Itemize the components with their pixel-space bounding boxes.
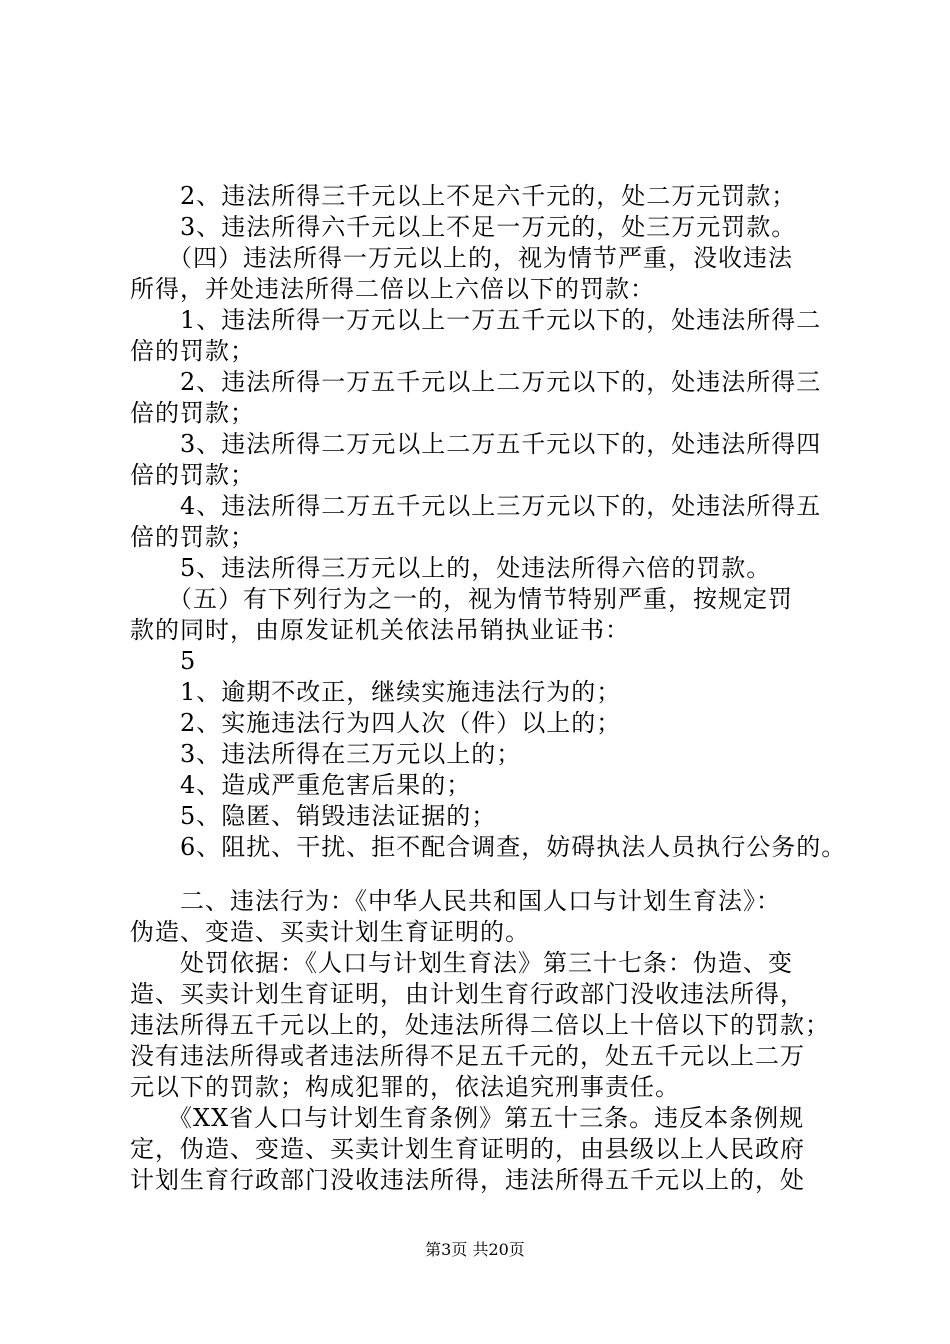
text-line: 2、实施违法行为四人次（件）以上的； [130,709,622,737]
text-line: 2、违法所得三千元以上不足六千元的，处二万元罚款； [130,182,797,210]
text-line: 6、阻扰、干扰、拒不配合调查，妨碍执法人员执行公务的。 [130,833,847,861]
text-line: 二、违法行为：《中华人民共和国人口与计划生育法》： [130,887,781,915]
text-line: 1、逾期不改正，继续实施违法行为的； [130,678,622,706]
text-line: 元以下的罚款；构成犯罪的，依法追究刑事责任。 [130,1073,680,1101]
text-line: 4、违法所得二万五千元以上三万元以下的，处违法所得五 [130,492,822,520]
text-line: 倍的罚款； [130,461,255,489]
text-line: 1、违法所得一万元以上一万五千元以下的，处违法所得二 [130,306,822,334]
text-line: 3、违法所得六千元以上不足一万元的，处三万元罚款。 [130,213,797,241]
text-line: 造、买卖计划生育证明，由计划生育行政部门没收违法所得， [130,980,805,1008]
text-line: 5、隐匿、销毁违法证据的； [130,802,497,830]
text-line: 处罚依据：《人口与计划生育法》第三十七条：伪造、变 [130,949,793,977]
text-line: 伪造、变造、买卖计划生育证明的。 [130,918,530,946]
text-line: （四）违法所得一万元以上的，视为情节严重，没收违法 [130,244,793,272]
text-line: 4、造成严重危害后果的； [130,771,472,799]
text-line: 5 [130,647,197,675]
text-line: 倍的罚款； [130,399,255,427]
text-line: 2、违法所得一万五千元以上二万元以下的，处违法所得三 [130,368,822,396]
text-line: 3、违法所得二万元以上二万五千元以下的，处违法所得四 [130,430,822,458]
text-line: 5、违法所得三万元以上的，处违法所得六倍的罚款。 [130,554,772,582]
text-line: （五）有下列行为之一的，视为情节特别严重，按规定罚 [130,585,793,613]
text-line: 定，伪造、变造、买卖计划生育证明的，由县级以上人民政府 [130,1135,805,1163]
text-line: 倍的罚款； [130,337,255,365]
text-line: 所得，并处违法所得二倍以上六倍以下的罚款： [130,275,655,303]
text-line: 倍的罚款； [130,523,255,551]
text-line: 违法所得五千元以上的，处违法所得二倍以上十倍以下的罚款； [130,1011,830,1039]
text-line: 款的同时，由原发证机关依法吊销执业证书： [130,616,630,644]
page-footer: 第3页 共20页 [425,1240,525,1259]
text-line: 没有违法所得或者违法所得不足五千元的，处五千元以上二万 [130,1042,805,1070]
text-line: 计划生育行政部门没收违法所得，违法所得五千元以上的，处 [130,1166,805,1194]
text-line: 3、违法所得在三万元以上的； [130,740,522,768]
text-line: 《XX省人口与计划生育条例》第五十三条。违反本条例规 [130,1104,805,1132]
